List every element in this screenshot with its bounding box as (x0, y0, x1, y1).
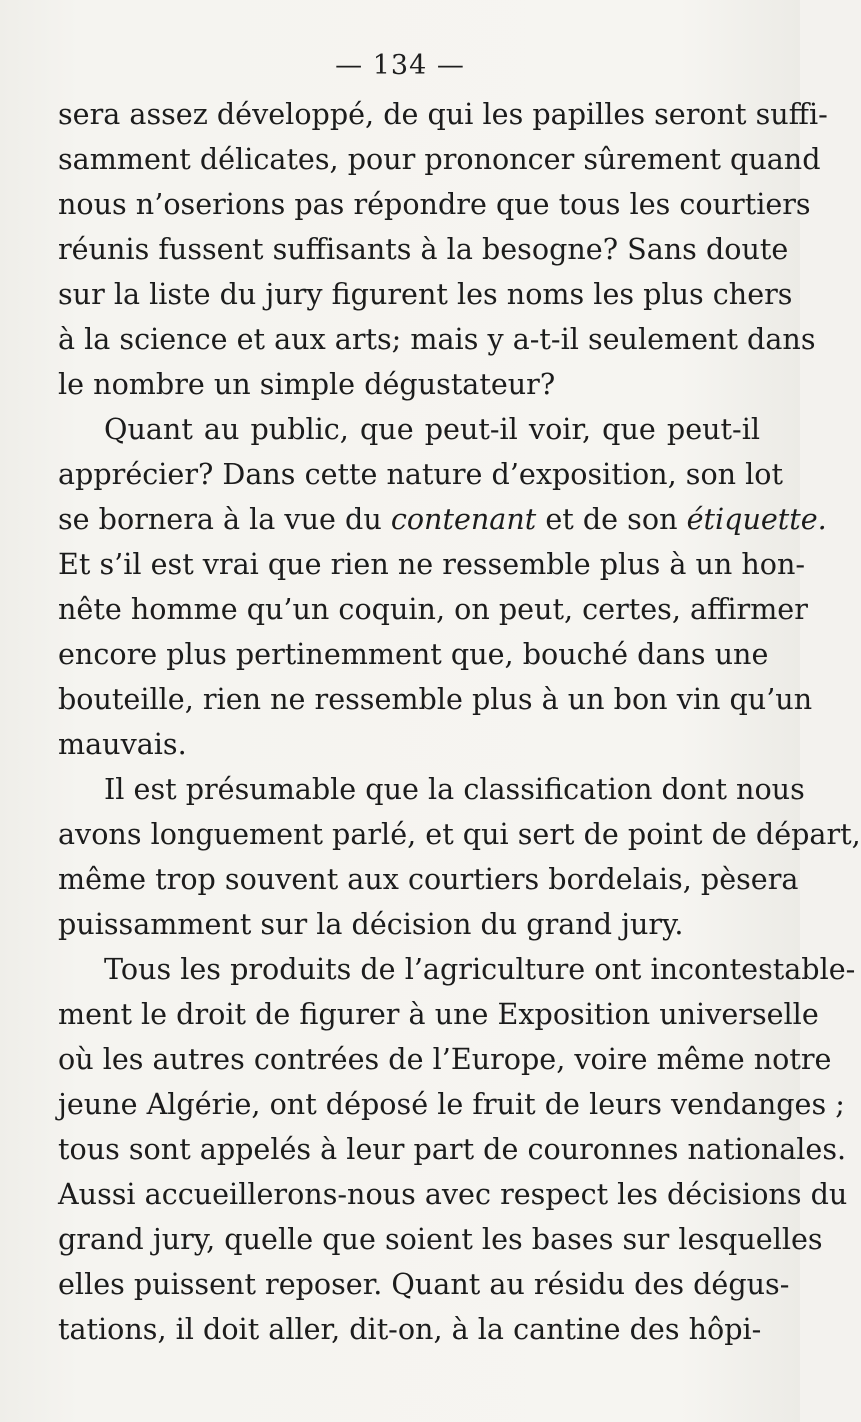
text-line: bouteille, rien ne ressemble plus à un bon vin qu’un (58, 682, 813, 716)
text-line: grand jury, quelle que soient les bases sur lesquelles (58, 1222, 823, 1256)
text-line: sera assez développé, de qui les papilles seront suffi- (58, 97, 828, 131)
text-line: nous n’oserions pas répondre que tous les courtiers (58, 187, 811, 221)
text-line: Il est présumable que la classification dont nous (104, 772, 805, 806)
text-line: elles puissent reposer. Quant au résidu des dégus- (58, 1267, 790, 1301)
text-line: Tous les produits de l’agriculture ont incontestable- (104, 952, 856, 986)
text-line: tations, il doit aller, dit-on, à la cantine des hôpi- (58, 1312, 762, 1346)
text-segment: et de son (545, 502, 678, 536)
text-line: puissamment sur la décision du grand jury. (58, 907, 684, 941)
text-line: tous sont appelés à leur part de couronnes nationales. (58, 1132, 847, 1166)
text-line: apprécier? Dans cette nature d’exposition, son lot (58, 457, 784, 491)
text-line: avons longuement parlé, et qui sert de point de départ, (58, 817, 861, 851)
text-line: encore plus pertinemment que, bouché dans une (58, 637, 769, 671)
text-line (58, 497, 827, 541)
italic-word-etiquette: étiquette. (686, 502, 827, 536)
page-number-header: — 134 — (335, 50, 465, 81)
text-line: nête homme qu’un coquin, on peut, certes, affirmer (58, 592, 808, 626)
text-line: mauvais. (58, 727, 187, 761)
text-line: jeune Algérie, ont déposé le fruit de leurs vendanges ; (58, 1087, 845, 1121)
text-line: ment le droit de figurer à une Exposition universelle (58, 997, 819, 1031)
text-line: sur la liste du jury figurent les noms les plus chers (58, 277, 793, 311)
text-line: Aussi accueillerons-nous avec respect les décisions du (58, 1177, 848, 1211)
text-line: même trop souvent aux courtiers bordelais, pèsera (58, 862, 799, 896)
text-line: à la science et aux arts; mais y a-t-il seulement dans (58, 322, 816, 356)
text-line: samment délicates, pour prononcer sûrement quand (58, 142, 821, 176)
text-line: réunis fussent suffisants à la besogne? Sans doute (58, 232, 789, 266)
text-segment: se bornera à la vue du (58, 502, 382, 536)
text-line: où les autres contrées de l’Europe, voire même notre (58, 1042, 832, 1076)
text-line: Et s’il est vrai que rien ne ressemble plus à un hon- (58, 547, 806, 581)
text-line: Quant au public, que peut-il voir, que peut-il (104, 412, 760, 446)
text-line: le nombre un simple dégustateur? (58, 367, 556, 401)
italic-word-contenant: contenant (390, 502, 537, 536)
